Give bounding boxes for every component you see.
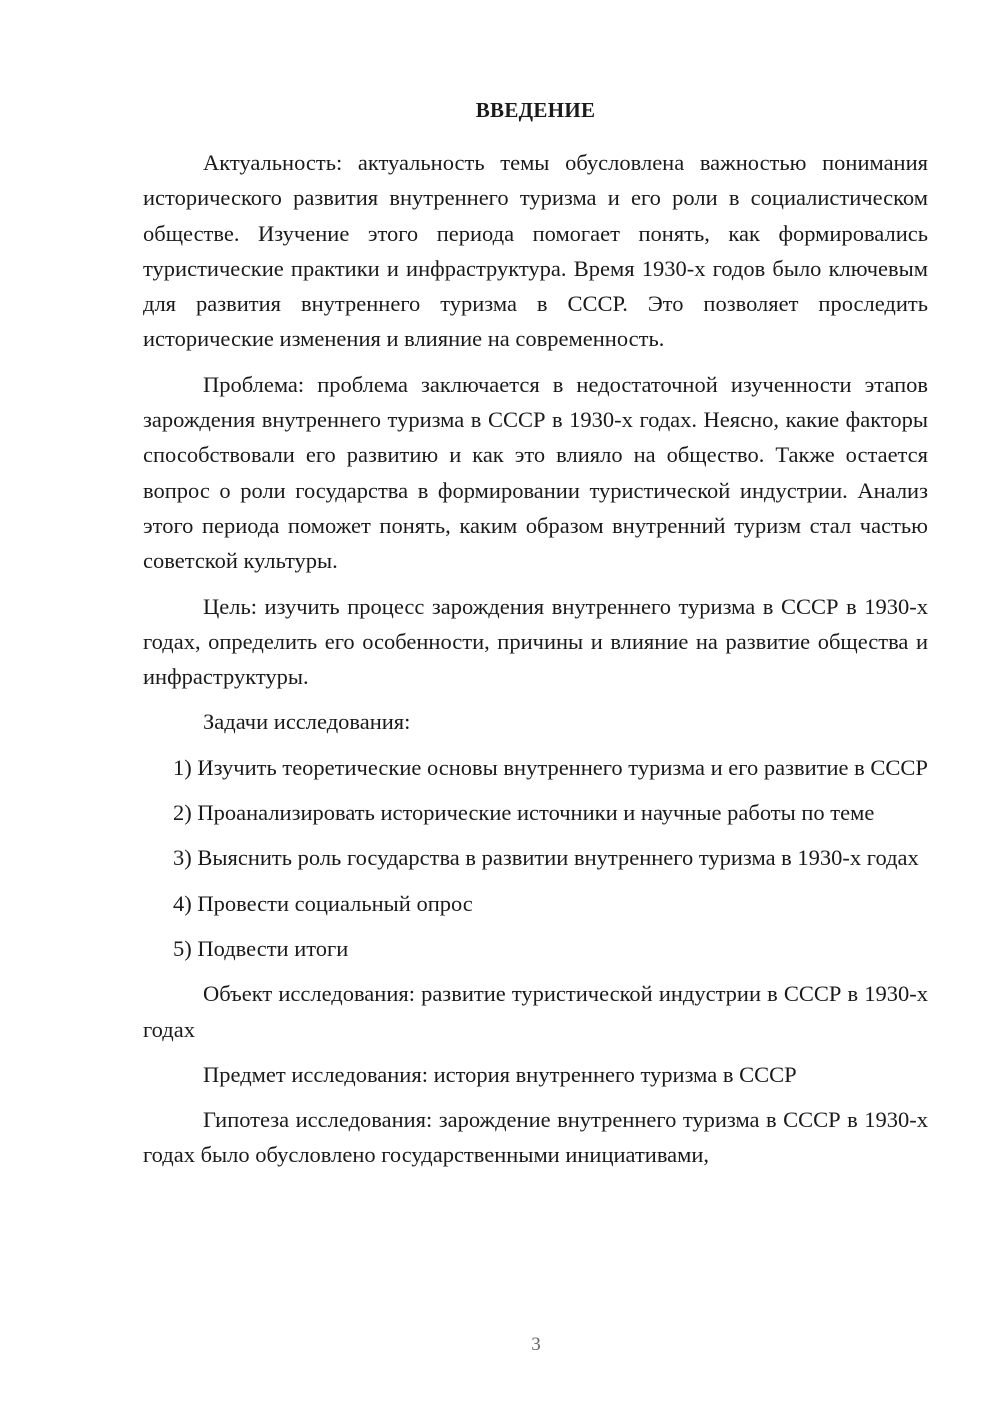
section-heading: ВВЕДЕНИЕ (475, 98, 596, 122)
list-item: 5) Подвести итоги (173, 935, 349, 961)
list-item: 1) Изучить теоретические основы внутреннего туризма и его развитие в СССР (173, 754, 928, 780)
paragraph-object: Объект исследования: развитие туристической индустрии в СССР в 1930-х годах (143, 981, 928, 1042)
tasks-list (143, 750, 928, 966)
list-item: 3) Выяснить роль государства в развитии внутреннего туризма в 1930-х годах (173, 845, 919, 871)
paragraph-tasks-intro: Задачи исследования: (203, 709, 411, 735)
list-item: 4) Провести социальный опрос (173, 890, 473, 916)
page-number: 3 (531, 1334, 541, 1355)
paragraph-hypothesis: Гипотеза исследования: зарождение внутреннего туризма в СССР в 1930-х годах было обусловлено государственными инициативами, (143, 1107, 928, 1168)
paragraph-subject: Предмет исследования: история внутреннего туризма в СССР (203, 1061, 797, 1087)
paragraph-relevance: Актуальность: актуальность темы обусловлена важностью понимания исторического развития внутреннего туризма и его роли в социалистическом обществе. Изучение этого периода помогает понять, как формировались туристические практики и инфраструктура. Время 1930-х годов было ключевым для развития внутреннего туризма в СССР. Это позволяет проследить исторические изменения и влияние на современность. (143, 150, 928, 352)
paragraph-goal: Цель: изучить процесс зарождения внутреннего туризма в СССР в 1930-х годах, определить его особенности, причины и влияние на развитие общества и инфраструктуры. (143, 593, 928, 690)
paragraph-problem: Проблема: проблема заключается в недостаточной изученности этапов зарождения внутреннего туризма в СССР в 1930-х годах. Неясно, какие факторы способствовали его развитию и как это влияло на общество. Также остается вопрос о роли государства в формировании туристической индустрии. Анализ этого периода поможет понять, каким образом внутренний туризм стал частью советской культуры. (143, 371, 928, 574)
list-item: 2) Проанализировать исторические источники и научные работы по теме (173, 800, 875, 826)
document-page (143, 95, 928, 1173)
